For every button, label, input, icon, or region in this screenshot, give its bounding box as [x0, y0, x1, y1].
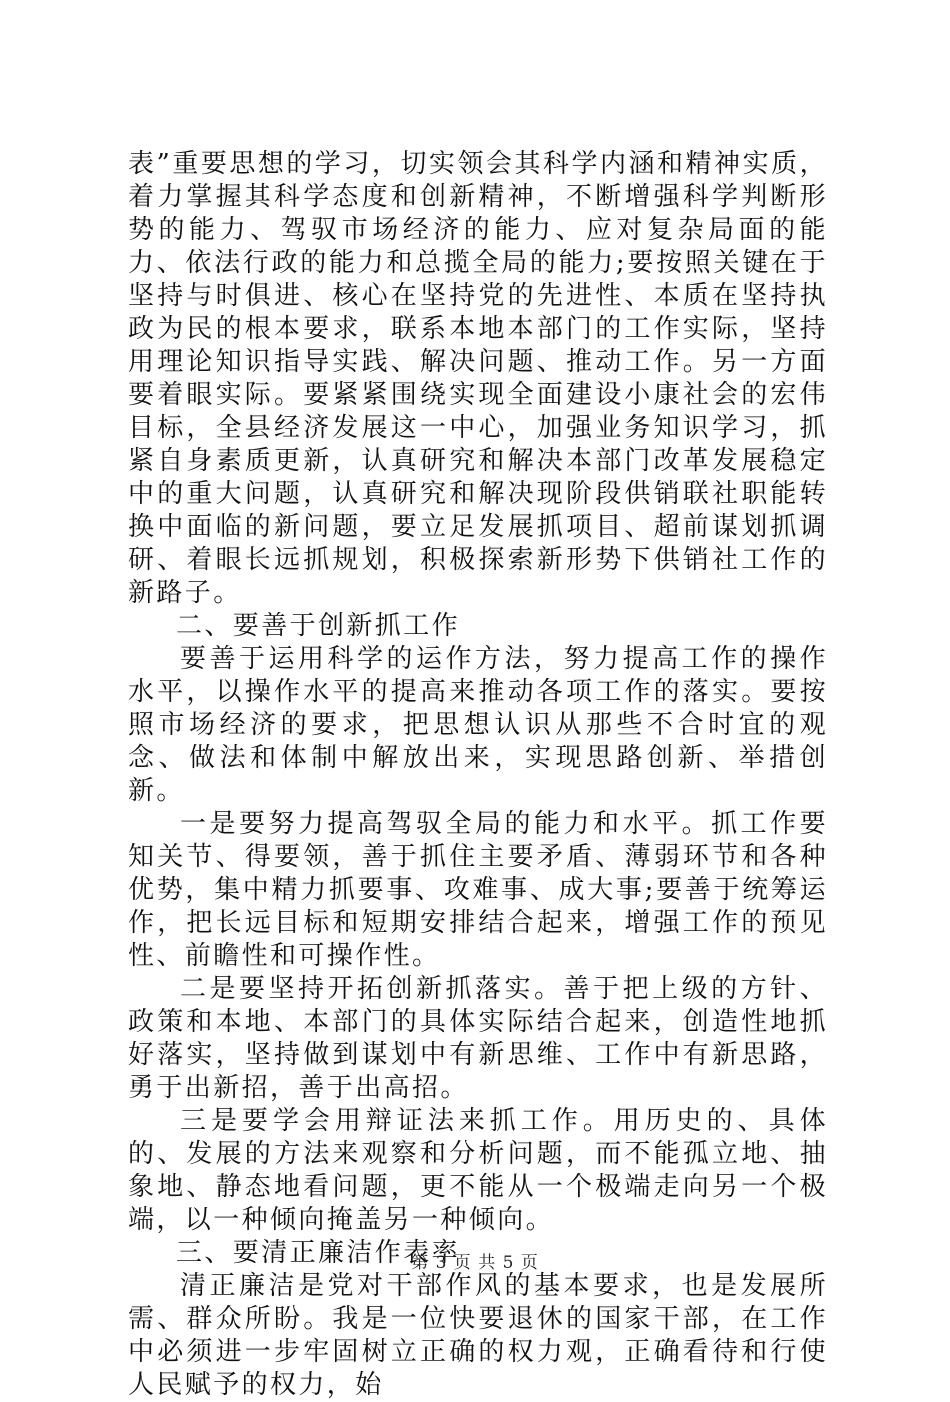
document-body	[128, 148, 828, 1402]
body-paragraph: 要善于运用科学的运作方法，努力提高工作的操作水平，以操作水平的提高来推动各项工作的落实。要按照市场经济的要求，把思想认识从那些不合时宜的观念、做法和体制中解放出来，实现思路创新、举措创新。	[128, 644, 828, 806]
section-heading: 三、要清正廉洁作表率	[176, 1238, 461, 1268]
page-number-footer: 第 3 页 共 5 页	[411, 1253, 539, 1273]
body-paragraph: 一是要努力提高驾驭全局的能力和水平。抓工作要知关节、得要领，善于抓住主要矛盾、薄弱环节和各种优势，集中精力抓要事、攻难事、成大事;要善于统筹运作，把长远目标和短期安排结合起来，增强工作的预见性、前瞻性和可操作性。	[128, 809, 828, 971]
body-paragraph: 三是要学会用辩证法来抓工作。用历史的、具体的、发展的方法来观察和分析问题，而不能孤立地、抽象地、静态地看问题，更不能从一个极端走向另一个极端，以一种倾向掩盖另一种倾向。	[128, 1106, 828, 1235]
body-paragraph: 表”重要思想的学习，切实领会其科学内涵和精神实质，着力掌握其科学态度和创新精神，不断增强科学判断形势的能力、驾驭市场经济的能力、应对复杂局面的能力、依法行政的能力和总揽全局的能力;要按照关键在于坚持与时俱进、核心在坚持党的先进性、本质在坚持执政为民的根本要求，联系本地本部门的工作实际，坚持用理论知识指导实践、解决问题、推动工作。另一方面要着眼实际。要紧紧围绕实现全面建设小康社会的宏伟目标，全县经济发展这一中心，加强业务知识学习，抓紧自身素质更新，认真研究和解决本部门改革发展稳定中的重大问题，认真研究和解决现阶段供销联社职能转换中面临的新问题，要立足发展抓项目、超前谋划抓调研、着眼长远抓规划，积极探索新形势下供销社工作的新路子。	[128, 149, 828, 608]
body-paragraph: 清正廉洁是党对干部作风的基本要求，也是发展所需、群众所盼。我是一位快要退休的国家干部，在工作中必须进一步牢固树立正确的权力观，正确看待和行使人民赋予的权力，始	[128, 1271, 828, 1400]
body-paragraph: 二是要坚持开拓创新抓落实。善于把上级的方针、政策和本地、本部门的具体实际结合起来，创造性地抓好落实，坚持做到谋划中有新思维、工作中有新思路，勇于出新招，善于出高招。	[128, 974, 828, 1103]
section-heading: 二、要善于创新抓工作	[176, 611, 461, 641]
